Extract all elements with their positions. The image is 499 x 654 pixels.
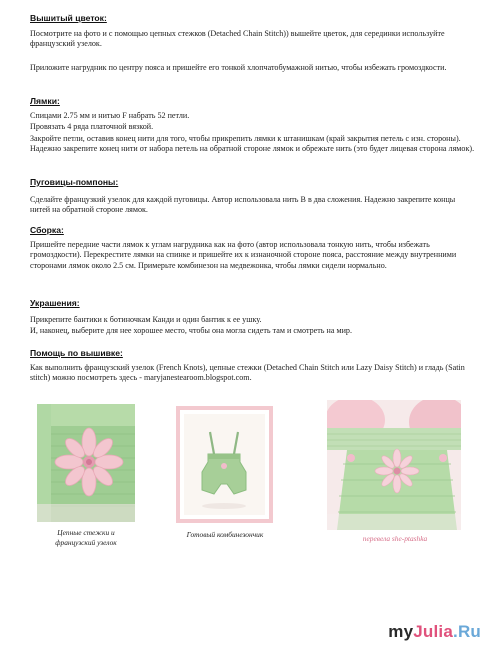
paragraph-straps-1: Спицами 2.75 мм и нитью F набрать 52 петли. bbox=[30, 111, 190, 120]
photo-bear-outfit bbox=[327, 400, 461, 530]
bear-outfit-image bbox=[327, 400, 461, 530]
heading-embroidered-flower: Вышитый цветок: bbox=[30, 13, 107, 23]
watermark-part-ru: .Ru bbox=[453, 622, 481, 641]
heading-embroidery-help: Помощь по вышивке: bbox=[30, 348, 123, 358]
knitted-flower-image bbox=[37, 404, 135, 522]
caption-left-line1: Цепные стежки и bbox=[57, 528, 115, 537]
watermark-part-my: my bbox=[388, 622, 414, 641]
watermark-logo bbox=[388, 622, 481, 642]
paragraph-straps-2: Провязать 4 ряда платочной вязкой. bbox=[30, 122, 154, 131]
paragraph-assembly-1: Пришейте передние части лямок к углам нагрудника как на фото (автор использовала тонкую нить, чтобы избежать громоздкости). Перекрестите лямки на спинке и пришейте их к изнаночной стороне пояса, расстояние между внутренними сторонами лямок около 2.5 см. Примерьте комбинезон на медвежонка, чтобы лямки сидели нормально. bbox=[30, 240, 457, 270]
photo-flower-embroidery bbox=[37, 404, 135, 522]
heading-buttons: Пуговицы-помпоны: bbox=[30, 177, 119, 187]
heading-straps: Лямки: bbox=[30, 96, 60, 106]
heading-assembly: Сборка: bbox=[30, 225, 64, 235]
photo-finished-overalls bbox=[176, 406, 273, 523]
overalls-image bbox=[180, 410, 269, 519]
paragraph-straps-3: Закройте петли, оставив конец нити для того, чтобы прикрепить лямки к штанишкам (край закрытия петель с изн. стороны). Надежно закрепите конец нити от набора петель на обратной стороне лямок и обрежьте нить (это будет лицевая сторона лямок). bbox=[30, 134, 475, 154]
paragraph-embroidery-help-1: Как выполнить французский узелок (French Knots), цепные стежки (Detached Chain Stitch или Lazy Daisy Stitch) и гладь (Satin stitch) можно посмотреть здесь - maryjanestearoom.blogspot.com. bbox=[30, 363, 465, 383]
caption-right: перевела she-ptashka bbox=[362, 534, 428, 543]
paragraph-decoration-1: Прикрепите бантики к ботиночкам Канди и один бантик к ее ушку. bbox=[30, 315, 262, 324]
caption-left bbox=[30, 528, 142, 547]
heading-decoration: Украшения: bbox=[30, 298, 80, 308]
paragraph-decoration-2: И, наконец, выберите для нее хорошее место, чтобы она могла сидеть там и смотреть на мир. bbox=[30, 326, 352, 335]
caption-left-line2: французский узелок bbox=[55, 537, 117, 547]
watermark-part-julia: Julia bbox=[413, 622, 454, 641]
caption-middle: Готовый комбинезончик bbox=[186, 530, 264, 539]
paragraph-flower-1: Посмотрите на фото и с помощью цепных стежков (Detached Chain Stitch)) вышейте цветок, для серединки используйте французский узелок. bbox=[30, 29, 445, 49]
paragraph-buttons-1: Сделайте французкий узелок для каждой пуговицы. Автор использовала нить В в два сложения. Надежно закрепите концы нитей на обратной стороне лямок. bbox=[30, 195, 456, 215]
paragraph-flower-2: Приложите нагрудник по центру пояса и пришейте его тонкой хлопчатобумажной нитью, чтобы избежать громоздкости. bbox=[30, 63, 447, 72]
